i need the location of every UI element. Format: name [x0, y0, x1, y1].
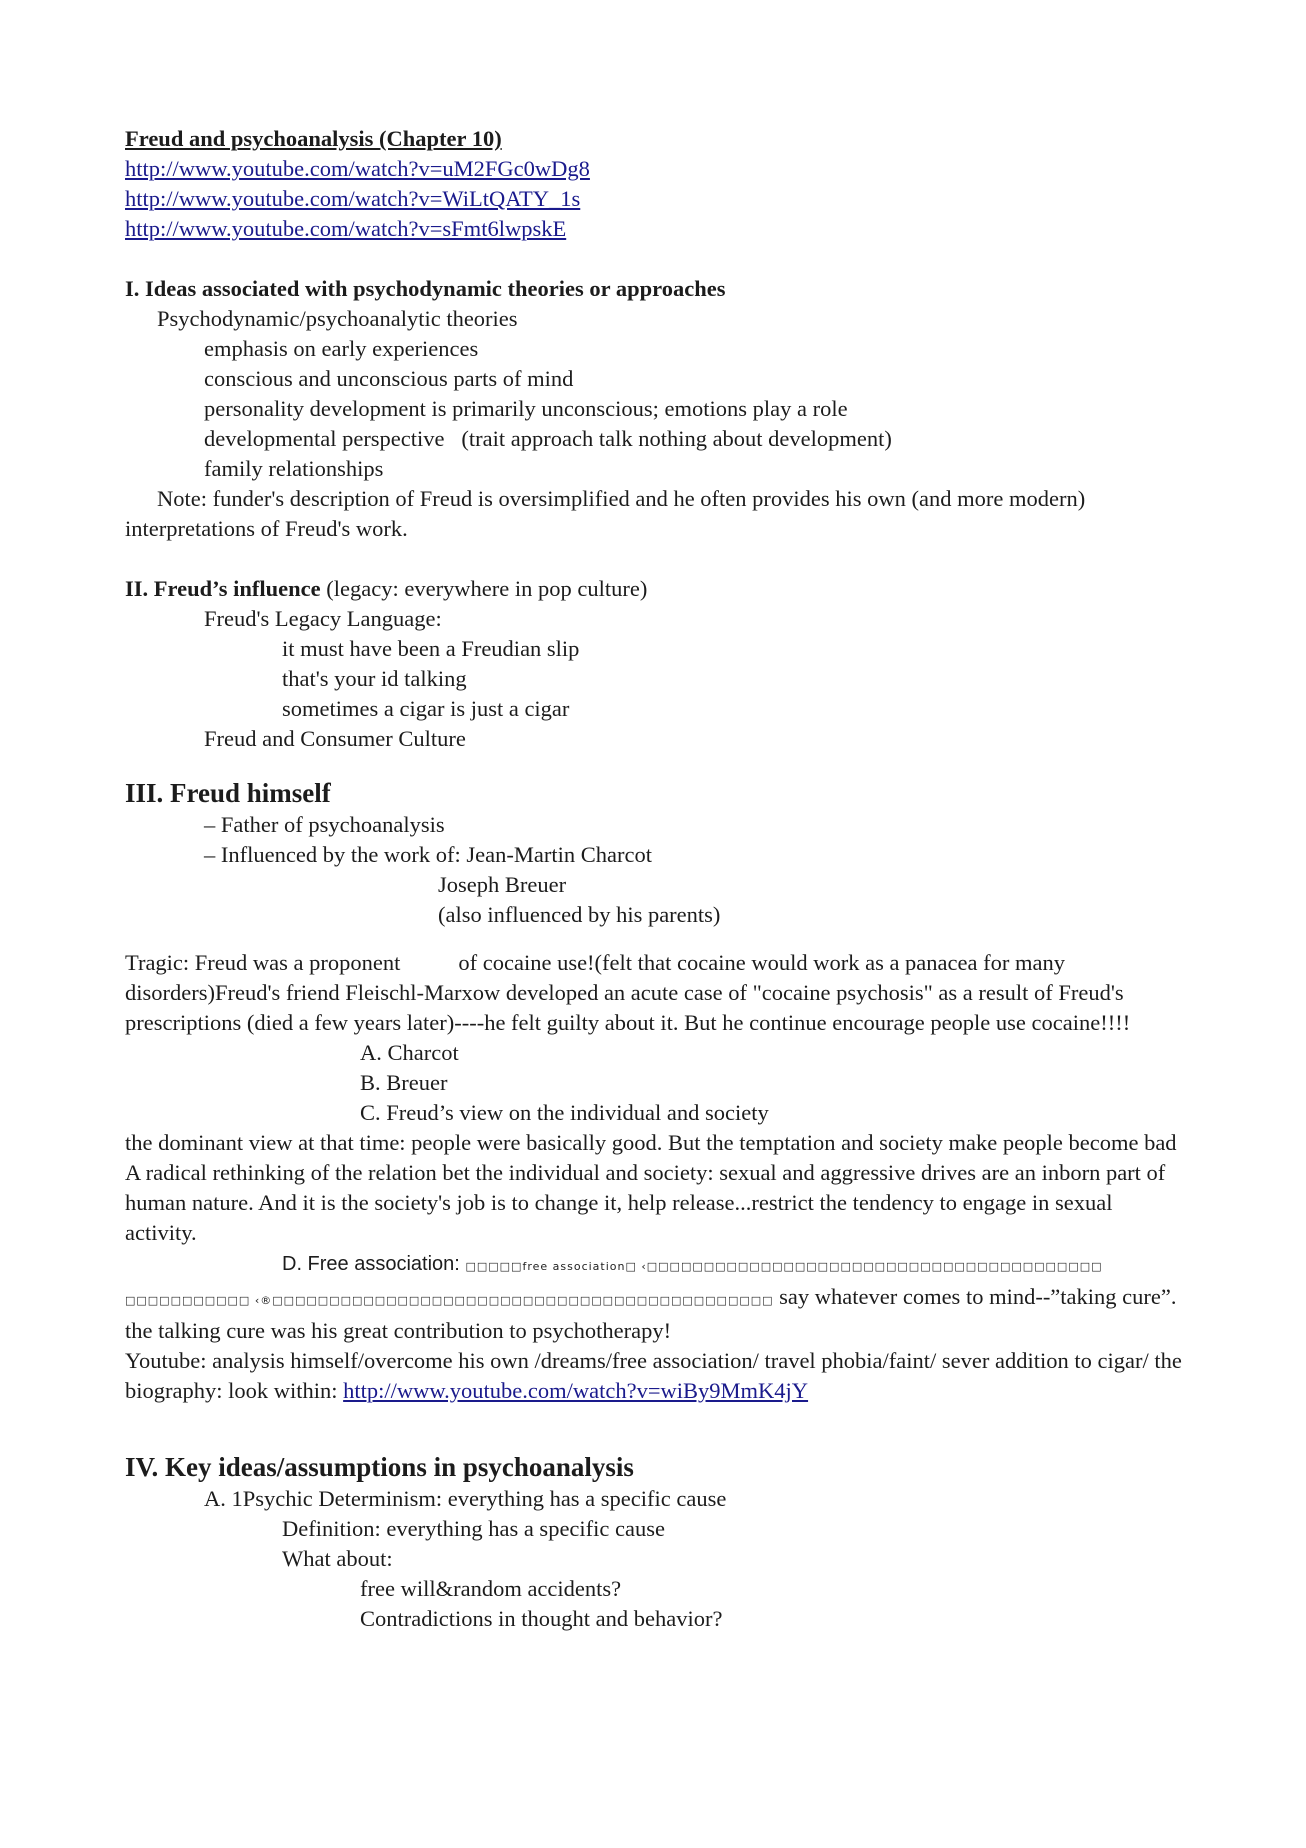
legacy-phrase: it must have been a Freudian slip: [282, 636, 580, 661]
youtube-link-4[interactable]: http://www.youtube.com/watch?v=wiBy9MmK4jY: [343, 1378, 809, 1403]
section-2-heading-line: [125, 574, 1185, 604]
list-item: conscious and unconscious parts of mind: [204, 366, 574, 391]
legacy-phrase: sometimes a cigar is just a cigar: [282, 696, 570, 721]
what-about: What about:: [282, 1546, 393, 1571]
freud-influenced: – Influenced by the work of: Jean-Martin Charcot: [204, 842, 652, 867]
influence-breuer: Joseph Breuer: [438, 872, 567, 897]
consumer-culture: Freud and Consumer Culture: [204, 726, 466, 751]
youtube-note: [125, 1346, 1185, 1406]
document-title: Freud and psychoanalysis (Chapter 10): [125, 126, 502, 151]
section-1-heading: I. Ideas associated with psychodynamic theories or approaches: [125, 276, 726, 301]
free-association-line: [125, 1248, 1185, 1282]
tragic-paragraph: [125, 948, 1185, 1038]
question: Contradictions in thought and behavior?: [360, 1606, 723, 1631]
item-breuer: B. Breuer: [360, 1070, 448, 1095]
section-3-heading: III. Freud himself: [125, 778, 331, 808]
dominant-view: the dominant view at that time: people were basically good. But the temptation and society make people become bad: [125, 1130, 1177, 1155]
freud-father: – Father of psychoanalysis: [204, 812, 445, 837]
item-charcot: A. Charcot: [360, 1040, 459, 1065]
definition: Definition: everything has a specific cause: [282, 1516, 665, 1541]
tragic-body: of cocaine use!(felt that cocaine would work as a panacea for many disorders)Freud's friend Fleischl-Marxow developed an acute case of "cocaine psychosis" as a result of Freud's prescriptions (died a few years later)----he felt guilty about it. But he continue encourage people use cocaine!!!!: [125, 950, 1131, 1035]
section-4-heading: IV. Key ideas/assumptions in psychoanalysis: [125, 1452, 634, 1482]
youtube-link-1[interactable]: http://www.youtube.com/watch?v=uM2FGc0wDg8: [125, 156, 590, 181]
list-item: developmental perspective (trait approach talk nothing about development): [204, 426, 892, 451]
youtube-link-2[interactable]: http://www.youtube.com/watch?v=WiLtQATY_1s: [125, 186, 581, 211]
free-association-rest: say whatever comes to mind--”taking cure”. the talking cure was his great contribution to psychotherapy!: [125, 1284, 1177, 1343]
question: free will&random accidents?: [360, 1576, 622, 1601]
legacy-language-label: Freud's Legacy Language:: [204, 606, 442, 631]
influence-parents: (also influenced by his parents): [438, 902, 721, 927]
list-item: emphasis on early experiences: [204, 336, 479, 361]
psychic-determinism: A. 1Psychic Determinism: everything has a specific cause: [204, 1486, 727, 1511]
free-association-label: D. Free association:: [282, 1253, 460, 1275]
legacy-phrase: that's your id talking: [282, 666, 467, 691]
document-page: [125, 124, 1185, 1634]
free-association-cont: [125, 1282, 1185, 1346]
list-item: family relationships: [204, 456, 384, 481]
tragic-lead: Tragic: Freud was a proponent: [125, 950, 401, 975]
item-freud-view: C. Freud’s view on the individual and society: [360, 1100, 769, 1125]
section-1-note: Note: funder's description of Freud is oversimplified and he often provides his own (and more modern) interpretations of Freud's work.: [125, 486, 1086, 541]
list-item: personality development is primarily unconscious; emotions play a role: [204, 396, 848, 421]
section-2-heading-note: (legacy: everywhere in pop culture): [320, 576, 648, 601]
section-1-subheading: Psychodynamic/psychoanalytic theories: [157, 306, 518, 331]
radical-rethinking: A radical rethinking of the relation bet the individual and society: sexual and aggressive drives are an inborn part of human nature. And it is the society's job is to change it, help release...restrict the tendency to engage in sexual activity.: [125, 1160, 1166, 1245]
garbled-text: □□□□□free association□ ‹□□□□□□□□□□□□□□□□□□□□□□□□□□□□□□□□□□□□□□□□: [465, 1260, 1103, 1273]
youtube-link-3[interactable]: http://www.youtube.com/watch?v=sFmt6lwpskE: [125, 216, 567, 241]
youtube-note-text: Youtube: analysis himself/overcome his own /dreams/free association/ travel phobia/faint/ sever addition to cigar/ the biography: look within:: [125, 1348, 1182, 1403]
garbled-text: □□□□□□□□□□□ ‹®□□□□□□□□□□□□□□□□□□□□□□□□□□□□□□□□□□□□□□□□□□□□: [125, 1294, 774, 1307]
section-2-heading: II. Freud’s influence: [125, 576, 321, 601]
